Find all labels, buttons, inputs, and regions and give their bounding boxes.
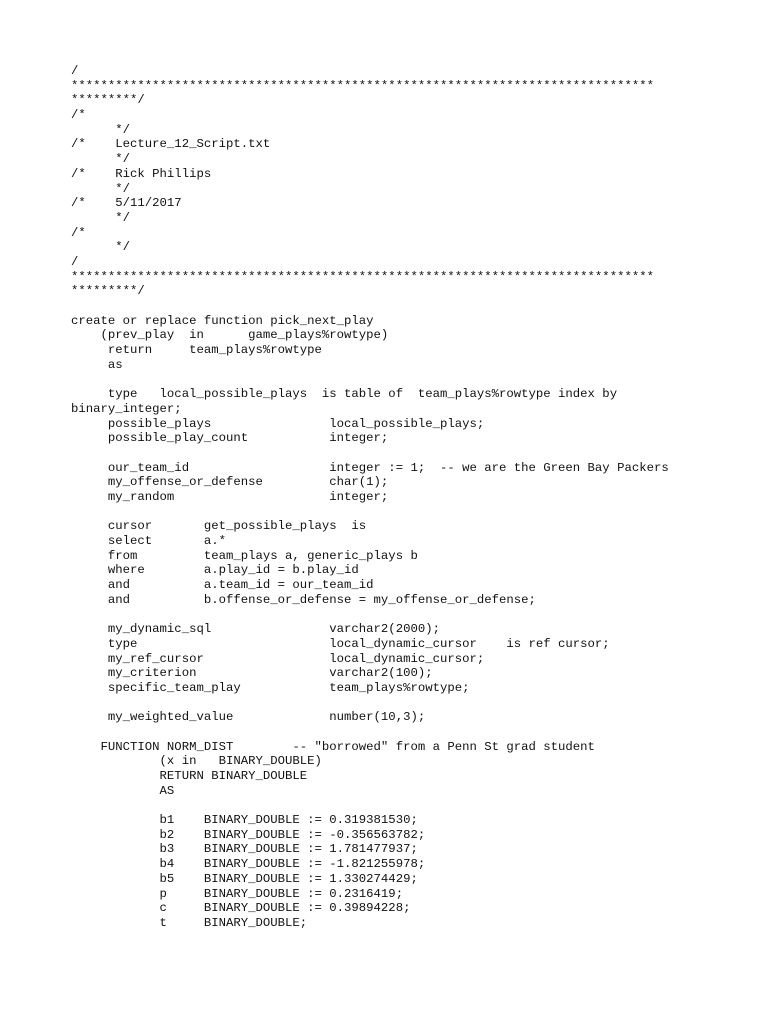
code-line: type local_dynamic_cursor is ref cursor; <box>71 636 610 651</box>
code-line: specific_team_play team_plays%rowtype; <box>71 680 470 695</box>
script-document <box>71 64 751 931</box>
code-line: b3 BINARY_DOUBLE := 1.781477937; <box>71 842 418 857</box>
code-line <box>71 798 751 813</box>
code-line: *********/ <box>71 93 145 108</box>
code-line: our_team_id integer := 1; -- we are the Green Bay Packers <box>71 460 669 475</box>
code-line: / <box>71 64 79 78</box>
code-line: /* Rick Phillips <box>71 166 212 181</box>
code-line <box>71 372 751 387</box>
code-line: b5 BINARY_DOUBLE := 1.330274429; <box>71 871 418 886</box>
code-line: my_offense_or_defense char(1); <box>71 475 389 490</box>
code-line: cursor get_possible_plays is <box>71 519 367 534</box>
code-line: and a.team_id = our_team_id <box>71 578 374 593</box>
code-line <box>71 696 751 711</box>
code-line: create or replace function pick_next_play <box>71 313 374 328</box>
code-line: ******************************************************************************* <box>71 269 654 284</box>
code-line: binary_integer; <box>71 401 182 416</box>
code-line: / <box>71 254 79 269</box>
code-line: b1 BINARY_DOUBLE := 0.319381530; <box>71 813 418 828</box>
code-line <box>71 607 751 622</box>
code-line <box>71 299 751 314</box>
code-line: select a.* <box>71 534 226 548</box>
code-line: type local_possible_plays is table of team_plays%rowtype index by <box>71 387 618 402</box>
code-line: and b.offense_or_defense = my_offense_or_defense; <box>71 592 536 607</box>
code-line: */ <box>71 210 131 225</box>
code-line: my_weighted_value number(10,3); <box>71 710 426 725</box>
code-line: AS <box>71 783 175 798</box>
code-line: /* 5/11/2017 <box>71 196 182 211</box>
code-line: /* <box>71 225 86 240</box>
code-line: (prev_play in game_plays%rowtype) <box>71 328 389 343</box>
code-line <box>71 725 751 740</box>
code-line: possible_plays local_possible_plays; <box>71 416 485 431</box>
code-line: */ <box>71 181 131 196</box>
code-line: */ <box>71 122 131 137</box>
code-line: ******************************************************************************* <box>71 78 654 93</box>
code-line: as <box>71 357 123 372</box>
code-line: *********/ <box>71 284 145 299</box>
code-line: from team_plays a, generic_plays b <box>71 548 418 563</box>
code-line <box>71 505 751 520</box>
code-line <box>71 446 751 461</box>
code-line: (x in BINARY_DOUBLE) <box>71 754 322 769</box>
code-line: where a.play_id = b.play_id <box>71 563 359 578</box>
code-line: my_random integer; <box>71 489 389 504</box>
code-line: RETURN BINARY_DOUBLE <box>71 769 308 783</box>
code-line: c BINARY_DOUBLE := 0.39894228; <box>71 901 411 916</box>
code-line: my_ref_cursor local_dynamic_cursor; <box>71 651 485 666</box>
code-line: possible_play_count integer; <box>71 431 389 446</box>
code-line: my_dynamic_sql varchar2(2000); <box>71 622 440 637</box>
code-line: */ <box>71 240 131 255</box>
code-line: b4 BINARY_DOUBLE := -1.821255978; <box>71 857 426 872</box>
code-line: b2 BINARY_DOUBLE := -0.356563782; <box>71 827 426 842</box>
code-line: */ <box>71 152 131 167</box>
code-line: my_criterion varchar2(100); <box>71 666 433 681</box>
code-line: /* Lecture_12_Script.txt <box>71 137 271 152</box>
code-line: FUNCTION NORM_DIST -- "borrowed" from a Penn St grad student <box>71 739 595 754</box>
code-line: p BINARY_DOUBLE := 0.2316419; <box>71 886 404 901</box>
code-line: return team_plays%rowtype <box>71 343 322 358</box>
code-line: /* <box>71 108 86 123</box>
code-line: t BINARY_DOUBLE; <box>71 915 308 930</box>
